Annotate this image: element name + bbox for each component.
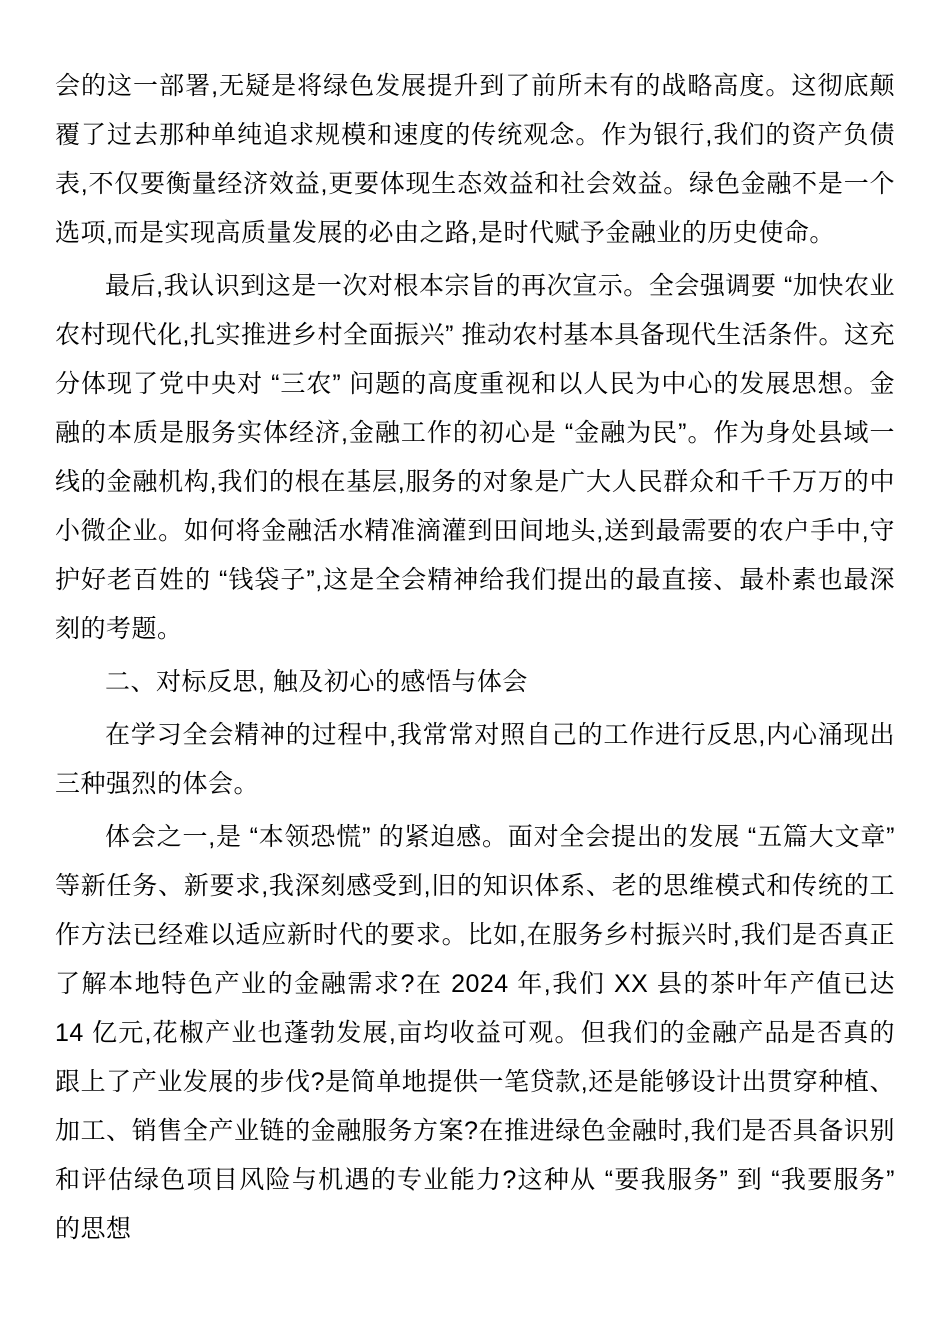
paragraph-continued-from-previous-page: 会的这一部署,无疑是将绿色发展提升到了前所未有的战略高度。这彻底颠覆了过去那种单纯追求规模和速度的传统观念。作为银行,我们的资产负债表,不仅要衡量经济效益,更要体现生态效益和社会效益。绿色金融不是一个选项,而是实现高质量发展的必由之路,是时代赋予金融业的历史使命。 bbox=[55, 72, 895, 247]
paragraph: 最后,我认识到这是一次对根本宗旨的再次宣示。全会强调要 “加快农业农村现代化,扎实推进乡村全面振兴” 推动农村基本具备现代生活条件。这充分体现了党中央对 “三农” 问题的高度重视和以人民为中心的发展思想。金融的本质是服务实体经济,金融工作的初心是 “金融为民”。作为身处县域一线的金融机构,我们的根在基层,服务的对象是广大人民群众和千千万万的中小微企业。如何将金融活水精准滴灌到田间地头,送到最需要的农户手中,守护好老百姓的 “钱袋子”,这是全会精神给我们提出的最直接、最朴素也最深刻的考题。 bbox=[55, 272, 895, 643]
section-heading: 二、对标反思, 触及初心的感悟与体会 bbox=[105, 668, 528, 696]
paragraph: 在学习全会精神的过程中,我常常对照自己的工作进行反思,内心涌现出三种强烈的体会。 bbox=[55, 721, 895, 798]
paragraph: 体会之一,是 “本领恐慌” 的紧迫感。面对全会提出的发展 “五篇大文章” 等新任务、新要求,我深刻感受到,旧的知识体系、老的思维模式和传统的工作方法已经难以适应新时代的要求。比如,在服务乡村振兴时,我们是否真正了解本地特色产业的金融需求?在 2024 年,我们 XX 县的茶叶年产值已达 14 亿元,花椒产业也蓬勃发展,亩均收益可观。但我们的金融产品是否真的跟上了产业发展的步伐?是简单地提供一笔贷款,还是能够设计出贯穿种植、加工、销售全产业链的金融服务方案?在推进绿色金融时,我们是否具备识别和评估绿色项目风险与机遇的专业能力?这种从 “要我服务” 到 “我要服务” 的思想 bbox=[55, 823, 895, 1243]
